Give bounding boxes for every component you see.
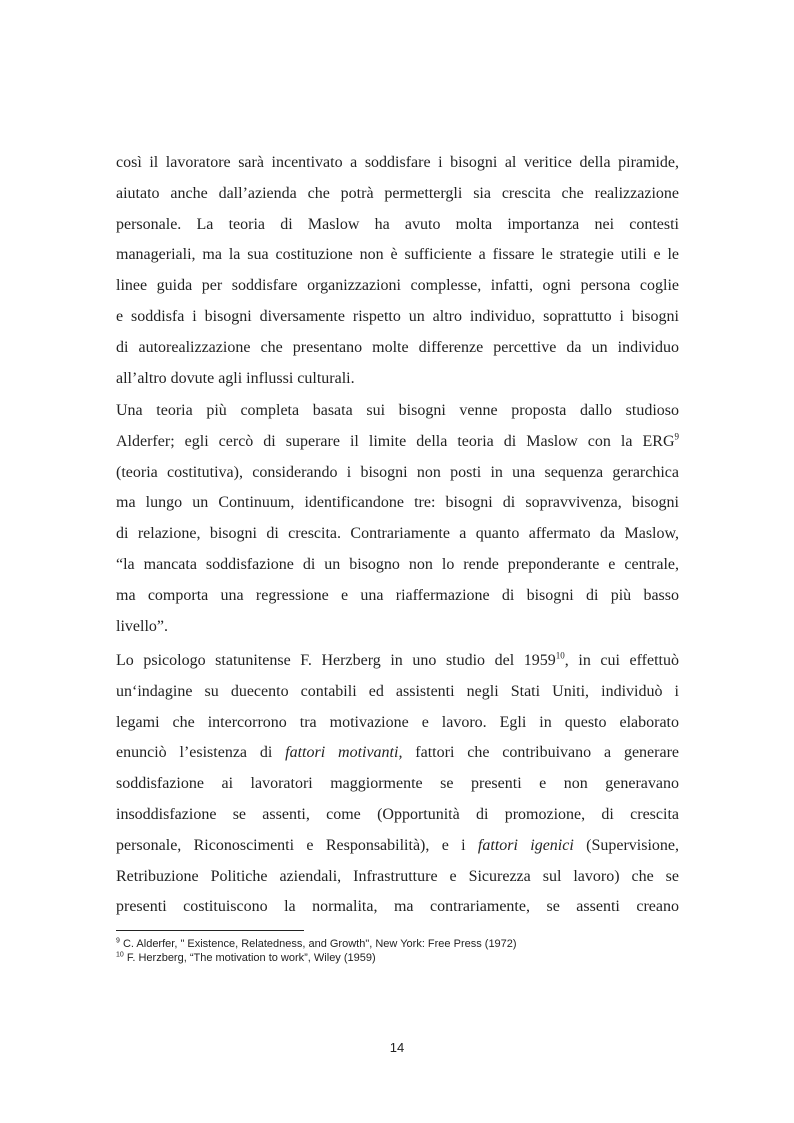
text-line: di autorealizzazione che presentano molte differenze percettive da un individuo bbox=[116, 338, 679, 356]
text-line: e soddisfa i bisogni diversamente rispetto un altro individuo, soprattutto i bisogni bbox=[116, 307, 679, 325]
text-line: di relazione, bisogni di crescita. Contrariamente a quanto affermato da Maslow, bbox=[116, 525, 679, 543]
term-fattori-motivanti: fattori motivanti, bbox=[285, 744, 403, 762]
text-line-end: , in cui effettuò bbox=[564, 652, 680, 669]
text-line: personale. La teoria di Maslow ha avuto molta importanza nei contesti bbox=[116, 215, 679, 233]
text-line: aiutato anche dall’azienda che potrà permettergli sia crescita che realizzazione bbox=[116, 184, 679, 202]
footnote-text: C. Alderfer, " Existence, Relatedness, and Growth", New York: Free Press (1972) bbox=[122, 938, 517, 950]
text-line-start: personale, Riconoscimenti e Responsabilità), e i bbox=[116, 836, 478, 854]
footnote-9 bbox=[116, 937, 679, 951]
text-line: all’altro dovute agli influssi culturali. bbox=[116, 369, 355, 387]
text-line: insoddisfazione se assenti, come (Opportunità di promozione, di crescita bbox=[116, 805, 679, 823]
footnote-number: 10 bbox=[116, 951, 124, 959]
text-line bbox=[116, 831, 679, 862]
text-line: Una teoria più completa basata sui bisogni venne proposta dallo studioso bbox=[116, 402, 679, 419]
footnote-number: 9 bbox=[116, 937, 120, 945]
term-fattori-igenici: fattori igenici bbox=[477, 836, 574, 854]
text-line-end: (Supervisione, bbox=[573, 836, 680, 854]
text-line: Retribuzione Politiche aziendali, Infrastrutture e Sicurezza sul lavoro) che se bbox=[116, 867, 679, 885]
text-line: così il lavoratore sarà incentivato a soddisfare i bisogni al veritice della piramide, bbox=[116, 154, 679, 171]
footnote-ref-9[interactable]: 9 bbox=[674, 431, 679, 442]
footnote-text: F. Herzberg, “The motivation to work”, Wiley (1959) bbox=[126, 952, 376, 964]
paragraph-maslow bbox=[116, 148, 679, 394]
text-line bbox=[116, 646, 679, 677]
text-line: soddisfazione ai lavoratori maggiormente se presenti e non generavano bbox=[116, 775, 679, 793]
footnotes bbox=[116, 937, 679, 965]
text-line: (teoria costitutiva), considerando i bisogni non posti in una sequenza gerarchica bbox=[116, 463, 679, 481]
text-line-end: fattori che contribuivano a generare bbox=[402, 744, 679, 762]
page-number: 14 bbox=[389, 1040, 405, 1055]
text-line-start: enunciò l’esistenza di bbox=[116, 744, 286, 762]
footnote-ref-10[interactable]: 10 bbox=[555, 650, 565, 661]
text-line: linee guida per soddisfare organizzazioni complesse, infatti, ogni persona coglie bbox=[116, 277, 679, 295]
text-line: legami che intercorrono tra motivazione e lavoro. Egli in questo elaborato bbox=[116, 713, 679, 731]
text-line: un‘indagine su duecento contabili ed assistenti negli Stati Uniti, individuò i bbox=[116, 682, 679, 700]
paragraph-herzberg bbox=[116, 646, 679, 923]
text-line: presenti costituiscono la normalita, ma contrariamente, se assenti creano bbox=[116, 898, 679, 916]
text-line bbox=[116, 427, 679, 458]
text-line: “la mancata soddisfazione di un bisogno non lo rende preponderante e centrale, bbox=[116, 555, 679, 573]
text-line: livello”. bbox=[116, 617, 168, 635]
text-line: manageriali, ma la sua costituzione non è sufficiente a fissare le strategie utili e le bbox=[116, 246, 679, 264]
text-line: ma lungo un Continuum, identificandone tre: bisogni di sopravvivenza, bisogni bbox=[116, 494, 679, 512]
paragraph-alderfer bbox=[116, 396, 679, 642]
footnote-separator bbox=[116, 930, 304, 931]
text-line-content: Alderfer; egli cercò di superare il limite della teoria di Maslow con la ERG bbox=[116, 432, 675, 450]
text-line bbox=[116, 738, 679, 769]
text-line-start: Lo psicologo statunitense F. Herzberg in uno studio del 1959 bbox=[116, 652, 556, 669]
text-line: ma comporta una regressione e una riaffermazione di bisogni di più basso bbox=[116, 586, 679, 604]
footnote-10 bbox=[116, 951, 679, 965]
